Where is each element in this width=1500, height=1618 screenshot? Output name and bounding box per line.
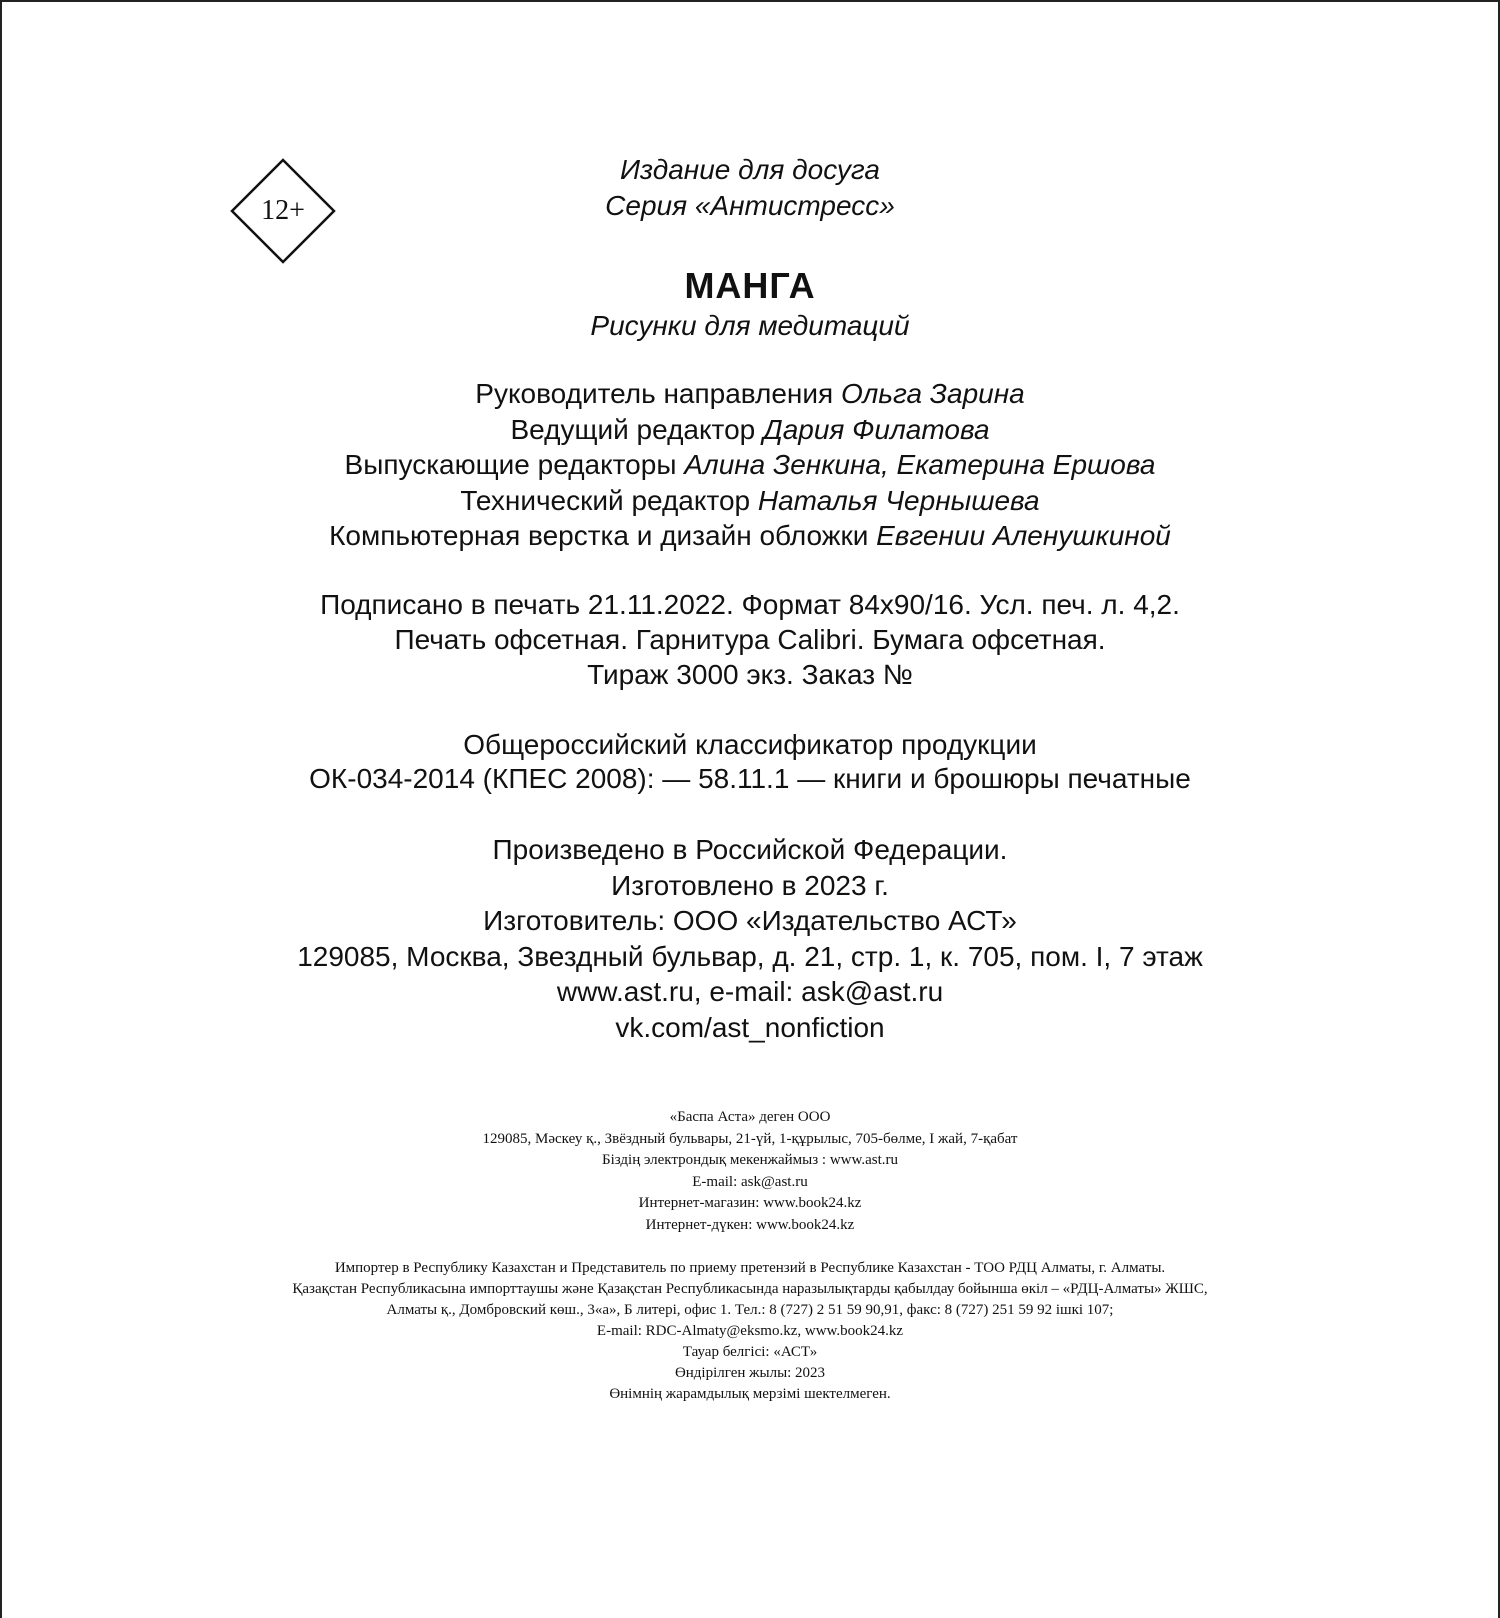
credit-name: Евгении Аленушкиной [876, 520, 1171, 551]
kz-importer-line: Алматы қ., Домбровский көш., 3«а», Б литері, офис 1. Тел.: 8 (727) 2 51 59 90,91, факс: 8 (727) 251 59 92 ішкі 107; [386, 1302, 1114, 1318]
credit-line [0, 412, 1500, 448]
manufacturer-line: Произведено в Российской Федерации. [492, 834, 1008, 865]
kz-importer-line: Тауар белгісі: «АСТ» [682, 1344, 818, 1360]
series-line-1: Издание для досуга [620, 154, 880, 185]
age-rating-text: 12+ [261, 195, 305, 226]
print-info-line: Печать офсетная. Гарнитура Calibri. Бумага офсетная. [394, 624, 1106, 655]
credit-name: Наталья Чернышева [757, 484, 1040, 516]
credit-line [0, 376, 1500, 412]
kz-publisher-line: E-mail: ask@ast.ru [692, 1173, 808, 1190]
credit-role: Компьютерная верстка и дизайн обложки [329, 520, 869, 551]
credit-line [0, 518, 1500, 554]
classifier-block [0, 728, 1500, 796]
kz-publisher-line: Интернет-дүкен: www.book24.kz [645, 1216, 855, 1233]
print-info-line: Тираж 3000 экз. Заказ № [587, 659, 913, 690]
credit-name: Дария Филатова [763, 413, 990, 445]
series-block [0, 152, 1500, 224]
kz-importer-line: E-mail: RDC-Almaty@eksmo.kz, www.book24.kz [596, 1323, 904, 1339]
print-info-block [0, 587, 1500, 692]
credit-line [0, 483, 1500, 519]
book-subtitle: Рисунки для медитаций [590, 310, 910, 341]
series-line-2: Серия «Антистресс» [605, 190, 895, 221]
credit-role: Выпускающие редакторы [344, 449, 677, 480]
kz-importer-line: Қазақстан Республикасына импорттаушы және Қазақстан Республикасында наразылықтарды қабылдау бойынша өкіл – «РДЦ-Алматы» ЖШС, [292, 1281, 1208, 1297]
kz-publisher-line: 129085, Мәскеу қ., Звёздный бульвары, 21-үй, 1-құрылыс, 705-бөлме, I жай, 7-қабат [482, 1130, 1018, 1147]
credit-role: Руководитель направления [475, 378, 834, 409]
manufacturer-web-email: www.ast.ru, e-mail: ask@ast.ru [556, 976, 944, 1007]
credit-name: Алина Зенкина, Екатерина Ершова [684, 449, 1156, 480]
credit-line [0, 447, 1500, 483]
kz-importer-line: Өнімнің жарамдылық мерзімі шектелмеген. [609, 1386, 891, 1402]
manufacturer-line: Изготовлено в 2023 г. [611, 869, 889, 901]
classifier-line: Общероссийский классификатор продукции [463, 729, 1037, 760]
kz-publisher-line: Біздің электрондық мекенжаймыз : www.ast.ru [601, 1152, 899, 1168]
manufacturer-address: 129085, Москва, Звездный бульвар, д. 21, стр. 1, к. 705, пом. I, 7 этаж [297, 940, 1203, 972]
manufacturer-line: Изготовитель: ООО «Издательство АСТ» [483, 905, 1017, 936]
credit-role: Ведущий редактор [510, 413, 756, 445]
credit-name: Ольга Зарина [840, 378, 1025, 409]
classifier-line: ОК-034-2014 (КПЕС 2008): — 58.11.1 — книги и брошюры печатные [309, 763, 1191, 794]
kz-publisher-line: «Баспа Аста» деген ООО [669, 1109, 831, 1125]
credits-block [0, 376, 1500, 554]
kz-importer-line: Импортер в Республику Казахстан и Представитель по приему претензий в Республике Казахстан - ТОО РДЦ Алматы, г. Алматы. [334, 1260, 1166, 1276]
title-block [0, 264, 1500, 344]
kz-publisher-line: Интернет-магазин: www.book24.kz [638, 1195, 862, 1211]
manufacturer-block [0, 832, 1500, 1045]
kz-importer-line: Өндірілген жылы: 2023 [674, 1365, 826, 1381]
manufacturer-social: vk.com/ast_nonfiction [615, 1011, 885, 1043]
book-title: МАНГА [684, 265, 816, 306]
kz-publisher-block [0, 1107, 1500, 1236]
print-info-line: Подписано в печать 21.11.2022. Формат 84x90/16. Усл. печ. л. 4,2. [320, 589, 1180, 620]
credit-role: Технический редактор [460, 484, 751, 516]
kz-importer-block [0, 1258, 1500, 1405]
